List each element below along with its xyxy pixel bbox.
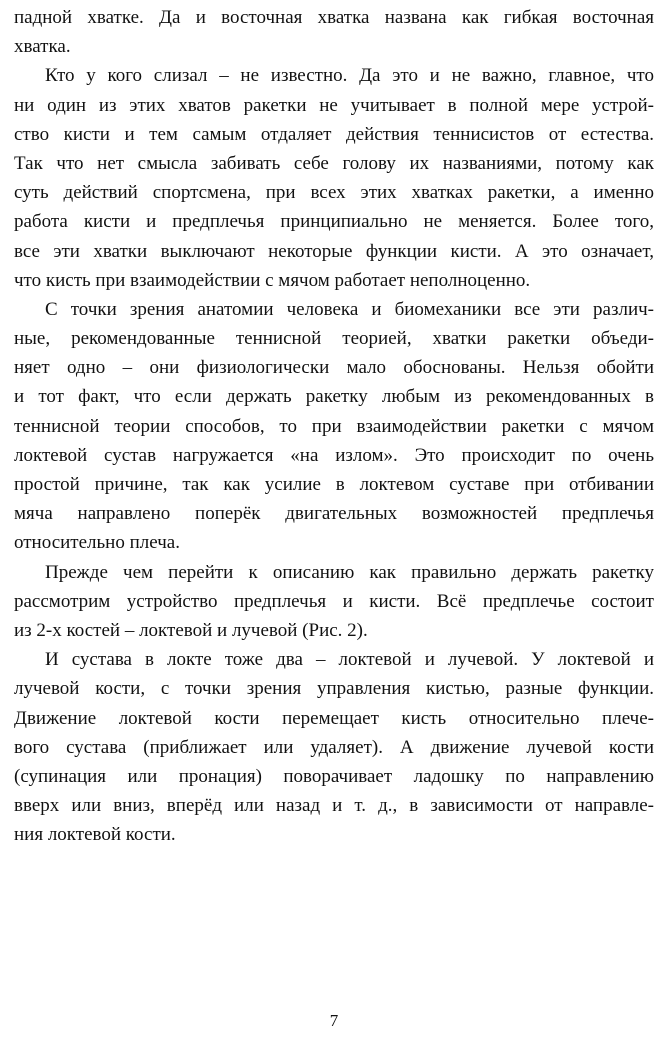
text-line: простой причине, так как усилие в локтевом суставе при отбивании	[14, 474, 654, 495]
paragraph	[14, 61, 654, 295]
text-line: Кто у кого слизал – не известно. Да это и не важно, главное, что	[45, 65, 654, 87]
text-line: ни один из этих хватов ракетки не учитывает в полной мере устрой-	[14, 94, 654, 116]
text-line: теннисной теории способов, то при взаимодействии ракетки с мячом	[14, 415, 654, 437]
text-line: ные, рекомендованные теннисной теорией, хватки ракетки объеди-	[14, 328, 654, 350]
page-number: 7	[329, 1011, 339, 1030]
text-line: и тот факт, что если держать ракетку любым из рекомендованных в	[14, 386, 654, 408]
body-text	[14, 3, 654, 849]
text-line: локтевой сустав нагружается «на излом». Это происходит по очень	[14, 444, 654, 466]
text-line: ство кисти и тем самым отдаляет действия теннисистов от естества.	[14, 123, 654, 145]
paragraph	[14, 3, 654, 61]
text-line: работа кисти и предплечья принципиально не меняется. Более того,	[14, 211, 654, 233]
text-line: суть действий спортсмена, при всех этих хватках ракетки, а именно	[14, 182, 654, 204]
text-line: рассмотрим устройство предплечья и кисти. Всё предплечье состоит	[14, 590, 654, 612]
text-line: Прежде чем перейти к описанию как правильно держать ракетку	[45, 561, 654, 583]
text-line: ния локтевой кости.	[14, 824, 176, 846]
text-line: лучевой кости, с точки зрения управления кистью, разные функции.	[14, 678, 654, 700]
text-line: (супинация или пронация) поворачивает ладошку по направлению	[14, 765, 654, 787]
text-line: С точки зрения анатомии человека и биомеханики все эти различ-	[45, 298, 654, 320]
text-line: Так что нет смысла забивать себе голову их названиями, потому как	[14, 152, 654, 174]
text-line: Движение локтевой кости перемещает кисть относительно плече-	[14, 707, 654, 729]
text-line: из 2-х костей – локтевой и лучевой (Рис. 2).	[14, 619, 368, 641]
text-line: хватка.	[14, 36, 71, 58]
text-line: И сустава в локте тоже два – локтевой и лучевой. У локтевой и	[45, 649, 654, 671]
text-line: мяча направлено поперёк двигательных возможностей предплечья	[14, 503, 654, 525]
paragraph	[14, 645, 654, 849]
text-line: няет одно – они физиологически мало обоснованы. Нельзя обойти	[14, 357, 654, 379]
text-line: все эти хватки выключают некоторые функции кисти. А это означает,	[14, 240, 654, 262]
paragraph	[14, 295, 654, 558]
text-line: относительно плеча.	[14, 532, 180, 554]
text-line: падной хватке. Да и восточная хватка названа как гибкая восточная	[14, 7, 654, 28]
text-line: что кисть при взаимодействии с мячом работает неполноценно.	[14, 269, 531, 291]
text-line: вого сустава (приближает или удаляет). А движение лучевой кости	[14, 736, 654, 758]
text-line: вверх или вниз, вперёд или назад и т. д., в зависимости от направле-	[14, 795, 654, 817]
paragraph	[14, 558, 654, 646]
